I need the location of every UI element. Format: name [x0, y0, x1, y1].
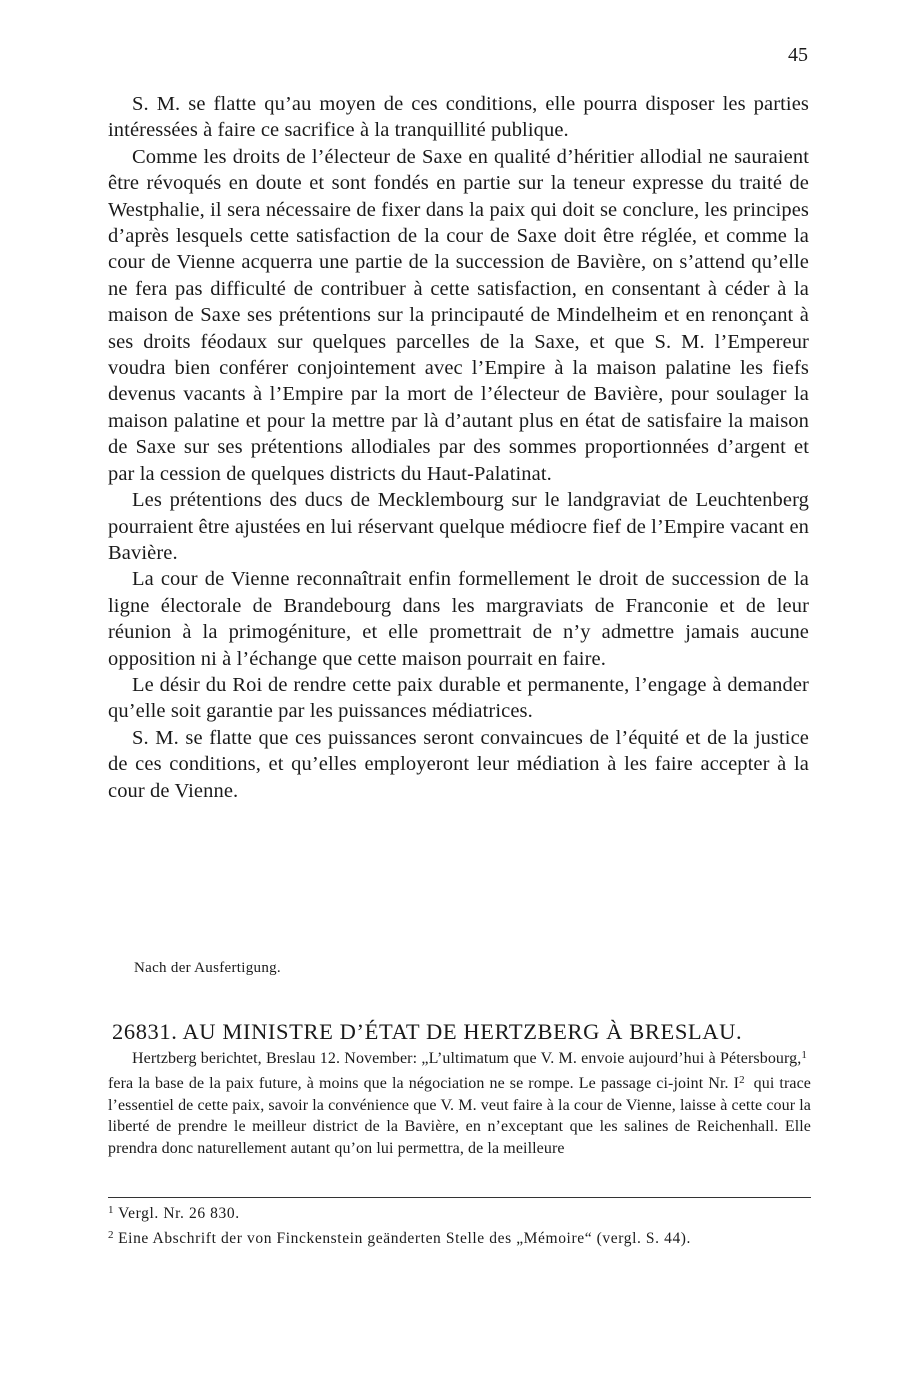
paragraph: Les prétentions des ducs de Mecklembourg sur le landgraviat de Leuchtenberg pourraient être ajustées en lui réservant quelque médiocre fief de l’Empire vacant en Bavière.	[108, 489, 809, 564]
footnote	[108, 1225, 811, 1250]
footnotes	[108, 1200, 811, 1249]
footnote-mark: 2	[108, 1228, 115, 1241]
main-text	[108, 91, 809, 804]
paragraph: La cour de Vienne reconnaîtrait enfin formellement le droit de succession de la ligne électorale de Brandebourg dans les margraviats de Franconie et de leur réunion à la primogéniture, et elle promettrait de n’y admettre jamais aucune opposition ni à l’échange que cette maison pourrait en faire.	[108, 568, 809, 670]
document-heading: 26831. AU MINISTRE D’ÉTAT DE HERTZBERG À BRESLAU.	[112, 1019, 743, 1044]
paragraph: Comme les droits de l’électeur de Saxe en qualité d’héritier allodial ne sauraient être révoqués en doute et sont fondés en partie sur la teneur expresse du traité de Westphalie, il sera nécessaire de fixer dans la paix qui doit se conclure, les principes d’après lesquels cette satisfaction de la cour de Saxe doit être réglée, et comme la cour de Vienne acquerra une partie de la succession de Bavière, on s’attend qu’elle ne fera pas difficulté de contribuer à cette satisfaction, en consentant à céder à la maison de Saxe ses prétentions sur la principauté de Mindelheim et en renonçant à ses droits féodaux sur quelques parcelles de la Saxe, et que S. M. l’Empereur voudra bien conférer conjointement avec l’Empire à la maison palatine les fiefs devenus vacants à l’Empire par la mort de l’électeur de Bavière, pour soulager la maison palatine et pour la mettre par là d’autant plus en état de satisfaire la maison de Saxe sur ses prétentions allodiales par des sommes proportionnées d’argent et par la cession de quelques districts du Haut-Palatinat.	[108, 145, 809, 485]
paragraph: Le désir du Roi de rendre cette paix durable et permanente, l’engage à demander qu’elle soit garantie par les puissances médiatrices.	[108, 673, 809, 723]
source-note: Nach der Ausfertigung.	[134, 960, 281, 976]
commentary-text: Hertzberg berichtet, Breslau 12. November: „L’ultimatum que V. M. envoie aujourd’hui à Pétersbourg,	[132, 1050, 802, 1067]
footnote-text: Eine Abschrift der von Finckenstein geänderten Stelle des „Mémoire“ (vergl. S. 44).	[118, 1229, 692, 1247]
commentary-paragraph	[108, 1045, 811, 1160]
footnote-mark: 1	[108, 1204, 115, 1216]
footnote	[108, 1200, 811, 1225]
paragraph: S. M. se flatte que ces puissances seront convaincues de l’équité et de la justice de ces conditions, et qu’elles employeront leur médiation à les faire accepter à la cour de Vienne.	[108, 726, 809, 802]
footnote-ref: 1	[801, 1049, 807, 1061]
footnote-divider	[108, 1197, 811, 1198]
footnote-text: Vergl. Nr. 26 830.	[118, 1205, 240, 1222]
commentary-text: fera la base de la paix future, à moins que la négociation ne se rompe. Le passage ci-joint Nr. I	[108, 1074, 740, 1092]
paragraph: S. M. se flatte qu’au moyen de ces conditions, elle pourra disposer les parties intéressées à faire ce sacrifice à la tranquillité publique.	[108, 93, 809, 142]
commentary	[108, 1045, 811, 1160]
commentary-text: qui trace l’essentiel de cette paix, savoir la convénience que V. M. veut faire à la cour de Vienne, laisse à cette cour la liberté de prendre le meilleur district de la Bavière, en n’exceptant que les salines de Reichenhall. Elle prendra donc naturellement autant qu’on lui permettra, de la meilleure	[108, 1074, 811, 1158]
footnote-ref: 2	[739, 1073, 745, 1086]
page-number: 45	[788, 44, 808, 66]
